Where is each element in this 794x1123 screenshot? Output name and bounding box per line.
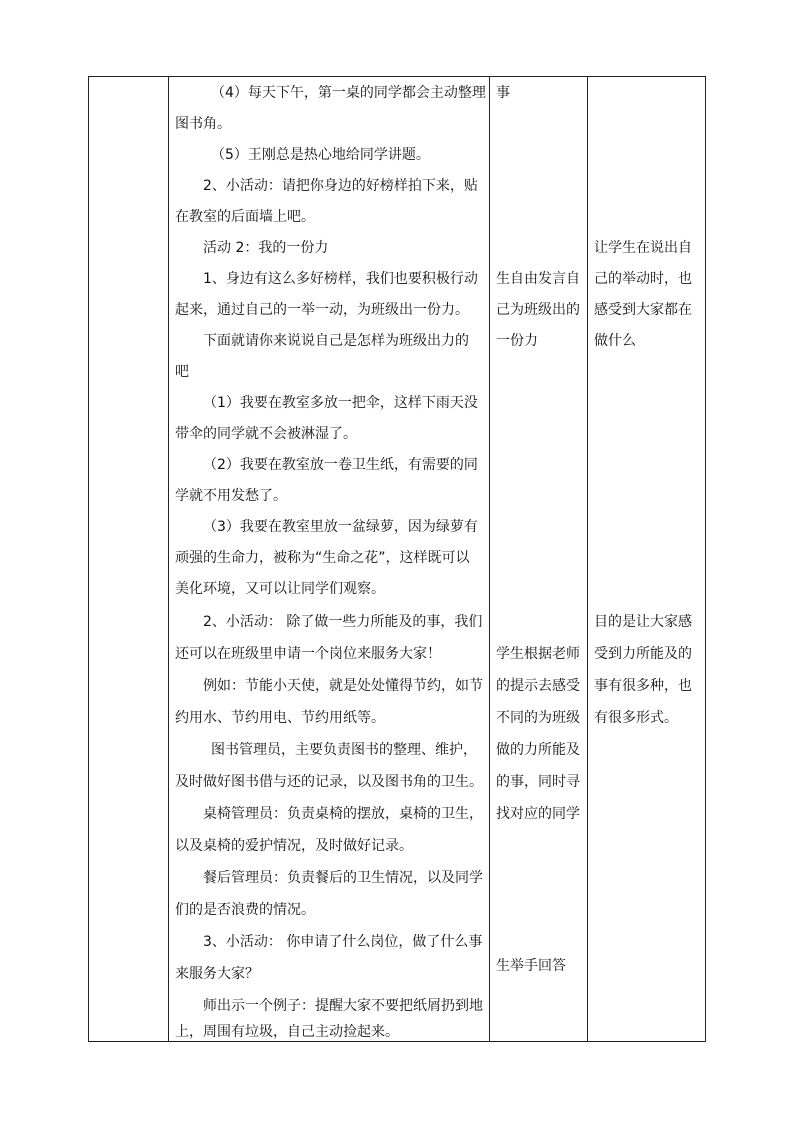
text-line: 吧 — [175, 364, 189, 380]
text-line: 做的力所能及 — [496, 742, 580, 758]
text-line: 还可以在班级里申请一个岗位来服务大家！ — [175, 646, 441, 662]
text-line: 事有很多种，也 — [594, 678, 692, 694]
text-line: （2）我要在教室放一卷卫生纸，有需要的同 — [203, 457, 478, 473]
column-student-activity — [490, 77, 587, 1041]
column-teaching-content — [169, 77, 489, 1041]
text-line: 图书角。 — [175, 116, 231, 132]
text-line: 2、小活动：请把你身边的好榜样拍下来，贴 — [203, 178, 478, 194]
column-design-intent — [588, 77, 705, 1041]
text-line: 顽强的生命力，被称为“生命之花”，这样既可以 — [175, 550, 470, 566]
text-line: （5）王刚总是热心地给同学讲题。 — [211, 147, 430, 163]
text-line: 生举手回答 — [496, 958, 566, 974]
text-line: 师出示一个例子：提醒大家不要把纸屑扔到地 — [203, 998, 483, 1014]
column-blank — [89, 77, 168, 1041]
text-line: 起来，通过自己的一举一动，为班级出一份力。 — [175, 302, 469, 318]
text-line: 己的举动时，也 — [594, 271, 692, 287]
text-line: 例如：节能小天使，就是处处懂得节约，如节 — [203, 678, 483, 694]
lesson-plan-table — [88, 76, 706, 1042]
text-line: 桌椅管理员：负责桌椅的摆放，桌椅的卫生， — [203, 806, 483, 822]
text-line: 有很多形式。 — [594, 710, 678, 726]
text-line: 上，周围有垃圾，自己主动捡起来。 — [175, 1024, 399, 1040]
text-line: 生自由发言自 — [496, 271, 580, 287]
text-line: 餐后管理员：负责餐后的卫生情况，以及同学 — [203, 870, 483, 886]
text-line: 不同的为班级 — [496, 710, 580, 726]
text-line: 在教室的后面墙上吧。 — [175, 209, 315, 225]
text-line: 来服务大家？ — [175, 966, 259, 982]
text-line: 2、小活动： 除了做一些力所能及的事，我们 — [203, 614, 483, 630]
text-line: 感受到大家都在 — [594, 302, 692, 318]
text-line: 让学生在说出自 — [594, 240, 692, 256]
text-line: 一份力 — [496, 333, 538, 349]
section-heading: 活动 2：我的一份力 — [203, 240, 329, 256]
text-line: 1、身边有这么多好榜样，我们也要积极行动 — [203, 271, 478, 287]
text-line: 下面就请你来说说自己是怎样为班级出力的 — [203, 333, 469, 349]
text-line: 以及桌椅的爱护情况，及时做好记录。 — [175, 838, 413, 854]
text-line: 带伞的同学就不会被淋湿了。 — [175, 426, 357, 442]
text-line: 们的是否浪费的情况。 — [175, 902, 315, 918]
text-line: 及时做好图书借与还的记录，以及图书角的卫生。 — [175, 774, 483, 790]
text-line: （4）每天下午，第一桌的同学都会主动整理 — [211, 85, 486, 101]
text-line: 做什么 — [594, 333, 636, 349]
text-line: 的事，同时寻 — [496, 774, 580, 790]
text-line: 己为班级出的 — [496, 302, 580, 318]
text-line: 学就不用发愁了。 — [175, 488, 287, 504]
text-line: 的提示去感受 — [496, 678, 580, 694]
text-line: 目的是让大家感 — [594, 614, 692, 630]
text-line: 事 — [496, 85, 510, 101]
text-line: 学生根据老师 — [496, 646, 580, 662]
text-line: （3）我要在教室里放一盆绿萝，因为绿萝有 — [203, 519, 478, 535]
text-line: （1）我要在教室多放一把伞，这样下雨天没 — [203, 395, 478, 411]
text-line: 图书管理员，主要负责图书的整理、维护， — [211, 742, 477, 758]
text-line: 美化环境，又可以让同学们观察。 — [175, 581, 385, 597]
text-line: 受到力所能及的 — [594, 646, 692, 662]
text-line: 约用水、节约用电、节约用纸等。 — [175, 710, 385, 726]
text-line: 3、小活动： 你申请了什么岗位，做了什么事 — [203, 934, 483, 950]
text-line: 找对应的同学 — [496, 806, 580, 822]
